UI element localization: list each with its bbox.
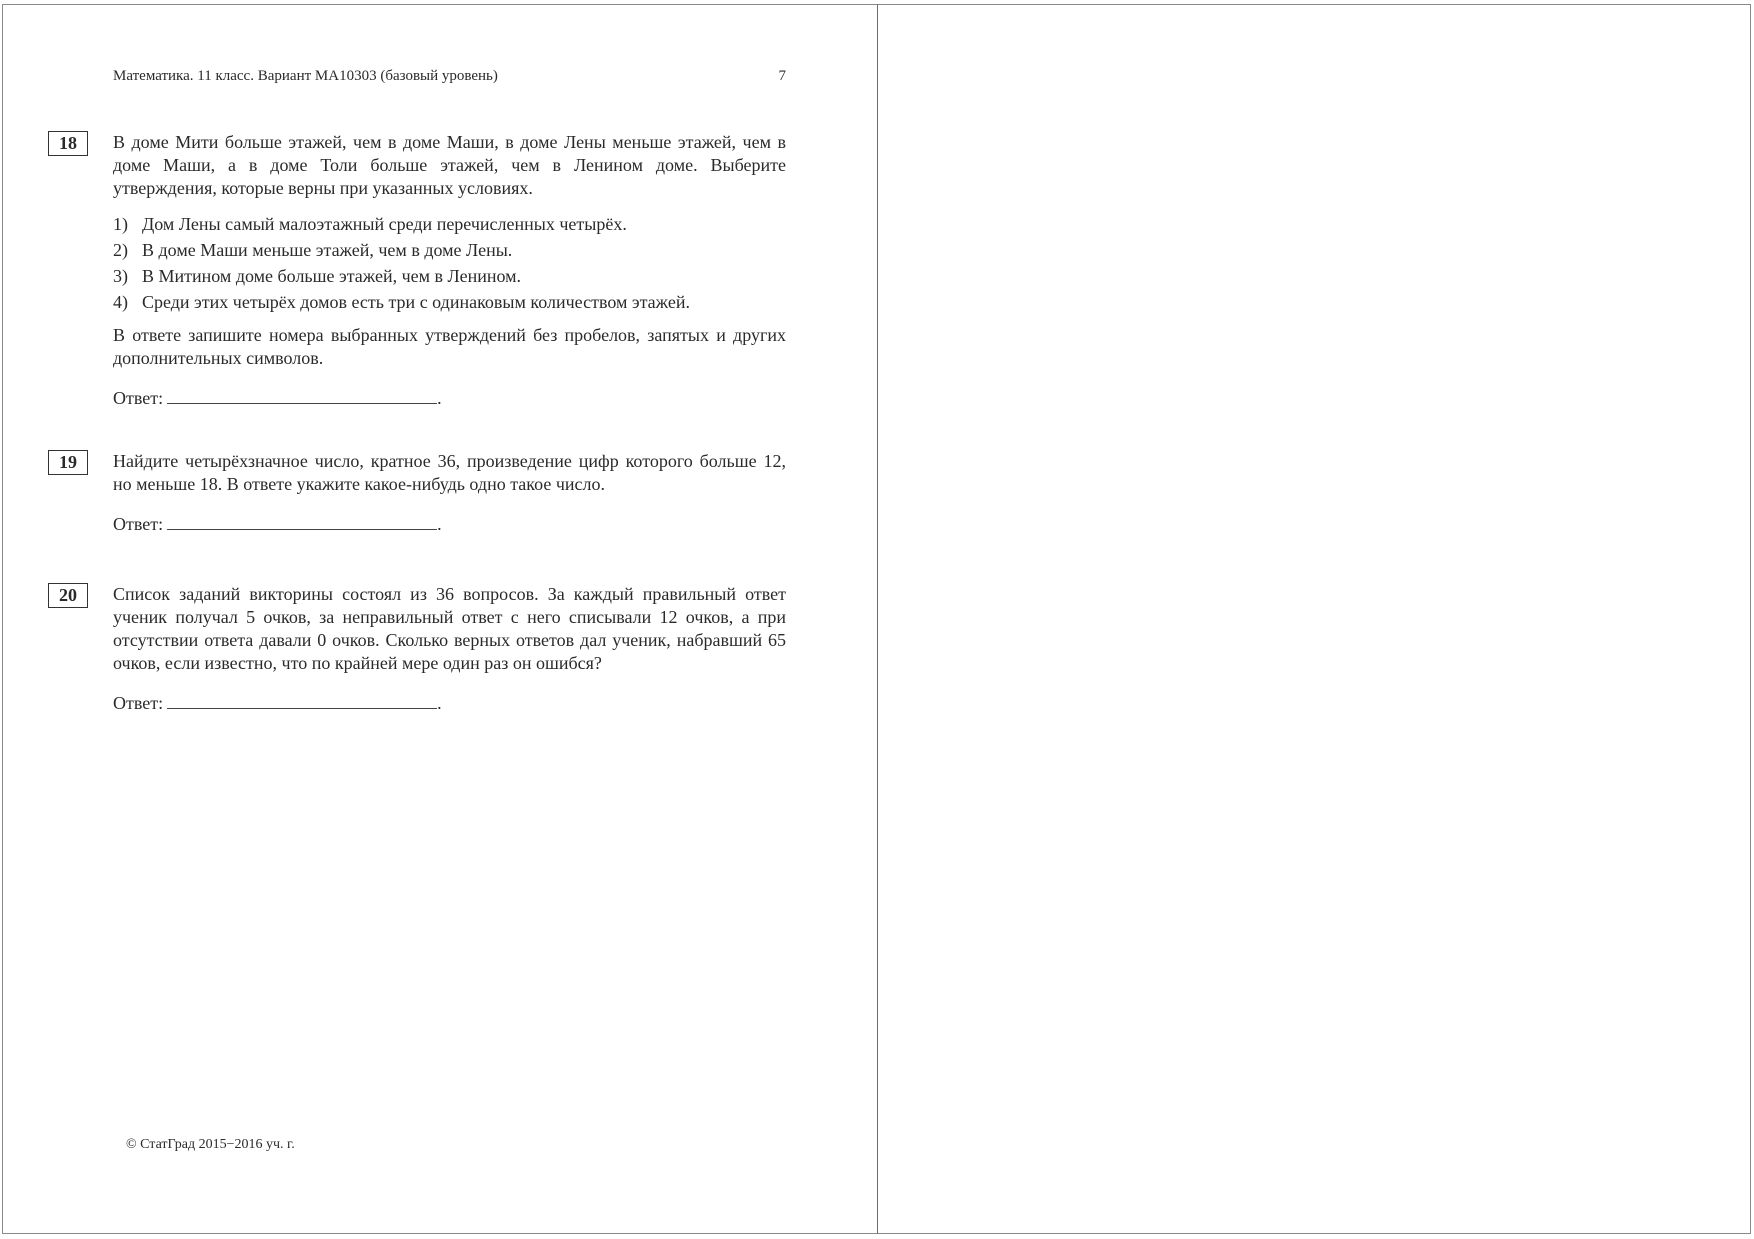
task-number-box: 18	[48, 131, 88, 156]
answer-row	[113, 692, 786, 715]
running-header	[113, 68, 786, 85]
option-number: 2)	[113, 240, 128, 260]
task-instruction: В ответе запишите номера выбранных утверждений без пробелов, запятых и других дополнительных символов.	[113, 325, 786, 368]
answer-label: Ответ:	[113, 388, 164, 408]
answer-label: Ответ:	[113, 514, 164, 534]
copyright-footer: © СтатГрад 2015−2016 уч. г.	[126, 1137, 295, 1152]
task-text: Список заданий викторины состоял из 36 вопросов. За каждый правильный ответ ученик получал 5 очков, за неправильный ответ с него списывали 12 очков, а при отсутствии ответа давали 0 очков. Сколько верных ответов дал ученик, набравший 65 очков, если известно, что по крайней мере один раз он ошибся?	[113, 584, 786, 673]
option-number: 3)	[113, 266, 128, 286]
answer-end-mark: .	[437, 514, 442, 534]
option-text: В доме Маши меньше этажей, чем в доме Лены.	[142, 240, 513, 260]
option-number: 1)	[113, 214, 128, 234]
task-20	[48, 583, 786, 715]
task-text: В доме Мити больше этажей, чем в доме Маши, в доме Лены меньше этажей, чем в доме Маши, а в доме Толи больше этажей, чем в Ленином доме. Выберите утверждения, которые верны при указанных условиях.	[113, 132, 786, 198]
option-text: Дом Лены самый малоэтажный среди перечисленных четырёх.	[142, 214, 627, 234]
answer-label: Ответ:	[113, 693, 164, 713]
task-19	[48, 450, 786, 536]
answer-field[interactable]	[167, 692, 437, 709]
task-number-box: 20	[48, 583, 88, 608]
answer-field[interactable]	[167, 513, 437, 530]
option-item	[113, 213, 786, 236]
answer-end-mark: .	[437, 693, 442, 713]
page-number: 7	[778, 68, 786, 84]
options-list	[113, 213, 786, 314]
option-item	[113, 265, 786, 288]
task-number-box: 19	[48, 450, 88, 475]
option-item	[113, 239, 786, 262]
answer-end-mark: .	[437, 388, 442, 408]
answer-row	[113, 513, 786, 536]
header-title: Математика. 11 класс. Вариант МА10303 (базовый уровень)	[113, 68, 498, 84]
option-item	[113, 291, 786, 314]
task-text: Найдите четырёхзначное число, кратное 36, произведение цифр которого больше 12, но меньше 18. В ответе укажите какое-нибудь одно такое число.	[113, 451, 786, 494]
option-text: В Митином доме больше этажей, чем в Ленином.	[142, 266, 522, 286]
option-text: Среди этих четырёх домов есть три с одинаковым количеством этажей.	[142, 292, 690, 312]
answer-row	[113, 387, 786, 410]
task-18	[48, 131, 786, 410]
answer-field[interactable]	[167, 387, 437, 404]
page-fold-line	[877, 4, 878, 1234]
option-number: 4)	[113, 292, 128, 312]
